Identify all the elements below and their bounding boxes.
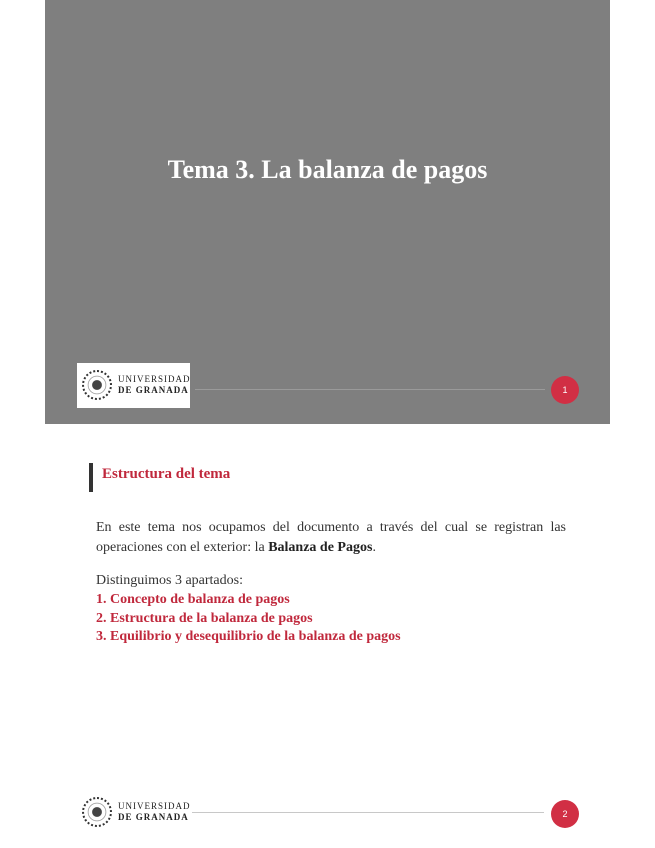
topic-item: 2. Estructura de la balanza de pagos: [96, 610, 313, 626]
intro-bold-term: Balanza de Pagos: [268, 540, 373, 555]
topics-lead: Distinguimos 3 apartados:: [96, 573, 243, 588]
logo-line-2: DE GRANADA: [118, 385, 189, 395]
university-seal-icon: [82, 797, 112, 827]
section-marker-bar: [89, 463, 93, 492]
page-number-badge: 2: [551, 800, 579, 828]
university-seal-icon: [82, 370, 112, 400]
university-logo-footer: [82, 797, 191, 827]
footer-divider: [195, 389, 545, 390]
slide-title: Tema 3. La balanza de pagos: [167, 155, 488, 184]
logo-line-2: DE GRANADA: [118, 812, 189, 822]
intro-text: En este tema nos ocupamos del documento a través del cual se registran las operaciones con el exterior: la: [96, 520, 566, 555]
logo-line-1: UNIVERSIDAD: [118, 801, 191, 811]
university-logo-box: [77, 363, 190, 408]
university-logo-text: [118, 374, 191, 396]
intro-paragraph: [96, 518, 566, 558]
topic-item: 3. Equilibrio y desequilibrio de la balanza de pagos: [96, 629, 401, 644]
university-logo: [82, 370, 191, 400]
page-number-badge: 1: [551, 376, 579, 404]
topics-list: [96, 591, 401, 647]
title-slide: [45, 0, 610, 424]
section-title: Estructura del tema: [102, 466, 231, 482]
topic-item: 1. Concepto de balanza de pagos: [96, 592, 290, 607]
logo-line-1: UNIVERSIDAD: [118, 374, 191, 384]
university-logo-text: [118, 801, 191, 823]
intro-end: .: [372, 540, 376, 555]
footer-divider: [192, 812, 544, 813]
